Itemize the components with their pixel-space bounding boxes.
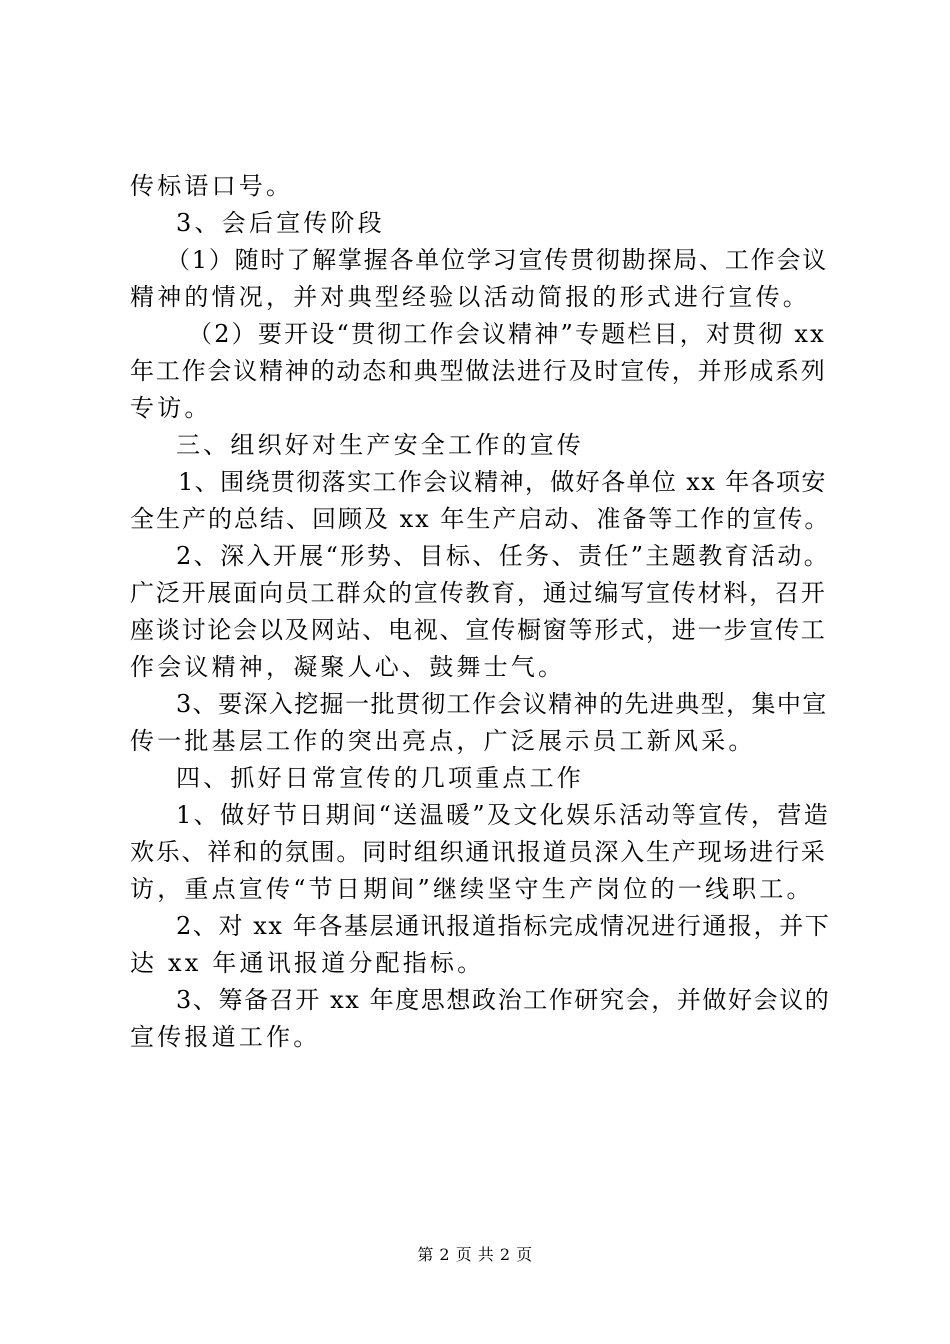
text-line: 专访。 [130,394,212,422]
text-line: 欢乐、祥和的氛围。同时组织通讯报道员深入生产现场进行采 [130,838,827,866]
text-line: 精神的情况，并对典型经验以活动简报的形式进行宣传。 [130,283,810,311]
text-line: 宣传报道工作。 [130,1023,321,1051]
text-line: 广泛开展面向员工群众的宣传教育，通过编写宣传材料，召开 [130,579,827,607]
text-line: 1、做好节日期间“送温暖”及文化娱乐活动等宣传，营造 [176,801,831,829]
text-line: 年工作会议精神的动态和典型做法进行及时宣传，并形成系列 [130,357,827,385]
text-line: 3、要深入挖掘一批贯彻工作会议精神的先进典型，集中宣 [176,690,828,718]
text-line: 三、组织好对生产安全工作的宣传 [176,431,584,459]
text-line: 1、围绕贯彻落实工作会议精神，做好各单位 xx 年各项安 [178,468,827,496]
page-footer: 第 2 页 共 2 页 [417,1245,533,1264]
text-line: 四、抓好日常宣传的几项重点工作 [176,764,584,792]
text-line: 3、筹备召开 xx 年度思想政治工作研究会，并做好会议的 [176,986,831,1014]
text-line: 2、对 xx 年各基层通讯报道指标完成情况进行通报，并下 [176,912,831,940]
text-line: 作会议精神，凝聚人心、鼓舞士气。 [130,653,566,681]
text-line: 2、深入开展“形势、目标、任务、责任”主题教育活动。 [176,542,831,570]
text-line: 达 xx 年通讯报道分配指标。 [130,949,485,977]
text-line: （1）随时了解掌握各单位学习宣传贯彻勘探局、工作会议 [166,246,829,274]
document-body [130,168,830,1056]
text-line: （2）要开设“贯彻工作会议精神”专题栏目，对贯彻 xx [188,320,826,348]
text-line: 访，重点宣传“节日期间”继续坚守生产岗位的一线职工。 [130,875,814,903]
text-line: 全生产的总结、回顾及 xx 年生产启动、准备等工作的宣传。 [130,505,831,533]
text-line: 传标语口号。 [130,172,294,200]
text-line: 传一批基层工作的突出亮点，广泛展示员工新风采。 [130,727,756,755]
text-line: 座谈讨论会以及网站、电视、宣传橱窗等形式，进一步宣传工 [130,616,827,644]
text-line: 3、会后宣传阶段 [176,209,385,237]
